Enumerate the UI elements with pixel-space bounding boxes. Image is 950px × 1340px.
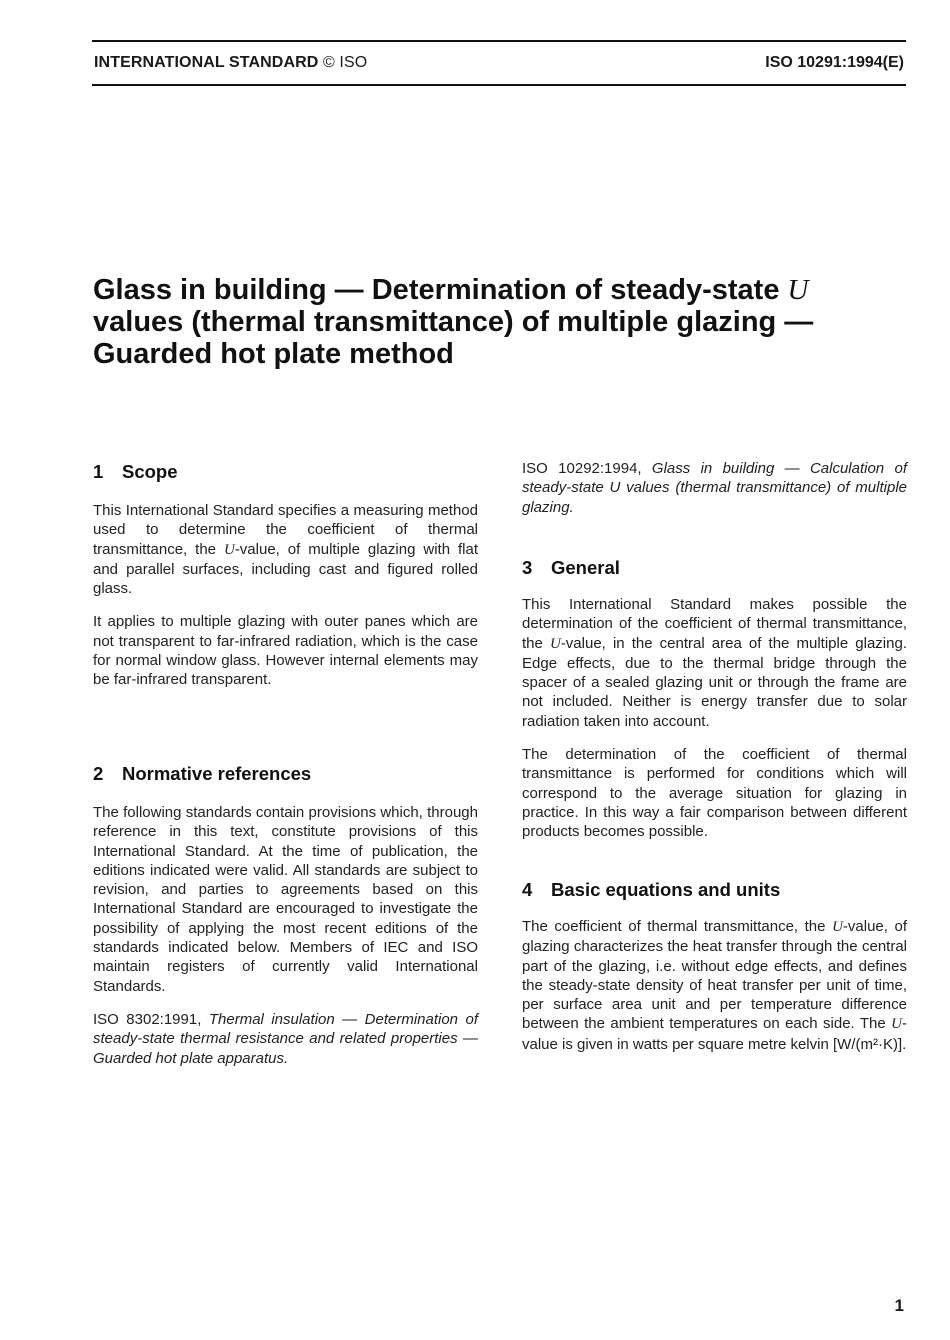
ref-iso10292-code: ISO 10292:1994, (522, 460, 642, 477)
title-variable-u: U (787, 274, 809, 306)
header-top-rule (92, 40, 906, 42)
section-general (522, 557, 907, 842)
normative-heading (93, 763, 478, 785)
normative-reference-iso8302 (93, 1010, 478, 1068)
scope-heading (93, 461, 478, 483)
normative-number: 2 (93, 763, 104, 784)
header-document-id: ISO 10291:1994(E) (765, 54, 904, 71)
equations-number: 4 (522, 879, 533, 900)
scope-p1-text-b: -value, of multiple glazing with flat and parallel surfaces, including cast and figured rolled glass. (93, 540, 478, 598)
document-title (93, 274, 893, 370)
title-line-2: values (thermal transmittance) of multiple glazing — (93, 306, 814, 338)
ref-iso8302-code: ISO 8302:1991, (93, 1010, 202, 1028)
ref-iso10292-title: Glass in building — Calculation of steady-state U values (thermal transmittance) of multiple glazing. (522, 460, 907, 516)
equations-paragraph-1 (522, 917, 907, 1054)
page-number: 1 (894, 1296, 904, 1315)
ref-iso8302-title: Thermal insulation — Determination of steady-state thermal resistance and related properties — Guarded hot plate apparatus. (93, 1010, 478, 1067)
equations-heading (522, 879, 907, 901)
normative-heading-text: Normative references (122, 763, 312, 784)
general-paragraph-1 (522, 595, 907, 731)
scope-p1-text-a: This International Standard specifies a measuring method used to determine the coefficient of thermal transmittance, the (93, 502, 478, 558)
section-basic-equations (522, 879, 907, 1054)
equations-p1-text-a: The coefficient of thermal transmittance, the (522, 918, 826, 935)
title-line-1-text: Glass in building — Determination of steady-state (93, 274, 780, 306)
scope-paragraph-2: It applies to multiple glazing with outer panes which are not transparent to far-infrared radiation, which is the case for normal window glass. However internal elements may be far-infrared transparent. (93, 613, 478, 689)
equations-p1-text-b: -value, of glazing characterizes the heat transfer through the central part of the glazing, i.e. without edge effects, and defines the steady-state density of heat transfer per unit of time, per surface area unit and per temperature difference between the ambient temperatures on each side. The (522, 918, 907, 1033)
header-standard-label: INTERNATIONAL STANDARD (94, 54, 319, 71)
normative-reference-iso10292 (522, 459, 907, 517)
equations-p1-text-c: -value is given in watts per square metre kelvin (522, 1015, 907, 1053)
general-p1-variable: U (549, 635, 561, 652)
title-line-3: Guarded hot plate method (93, 338, 454, 370)
header-standard-type (94, 54, 367, 72)
general-paragraph-2: The determination of the coefficient of thermal transmittance is performed for conditions which will correspond to the average situation for glazing in practice. In this way a fair comparison between different products becomes possible. (522, 746, 907, 841)
normative-paragraph-1: The following standards contain provisions which, through reference in this text, constitute provisions of this International Standard. At the time of publication, the editions indicated were valid. All standards are subject to revision, and parties to agreements based on this International Standard are encouraged to investigate the possibility of applying the most recent editions of the standards indicated below. Members of IEC and ISO maintain registers of currently valid International Standards. (93, 804, 478, 995)
general-p1-text-a: This International Standard makes possible the determination of the coefficient of thermal transmittance, the (522, 596, 907, 652)
general-heading (522, 557, 907, 579)
equations-p1-variable: U (832, 919, 843, 935)
equations-p1-variable-2: U (891, 1016, 902, 1033)
general-p1-text-b: -value, in the central area of the multiple glazing. Edge effects, due to the thermal bridge through the spacer of a sealed glazing unit or through the frame are not included. Neither is energy transfer due to solar radiation taken into account. (522, 634, 907, 730)
general-heading-text: General (551, 557, 620, 578)
equations-heading-text: Basic equations and units (551, 879, 781, 900)
normative-reference-continued (522, 459, 907, 517)
section-normative-references (93, 763, 478, 1068)
scope-p1-variable: U (223, 541, 235, 558)
scope-heading-text: Scope (122, 461, 178, 482)
section-scope (93, 461, 478, 690)
header-bottom-rule (92, 84, 906, 86)
title-line-1 (93, 274, 893, 306)
header-copyright: © ISO (322, 54, 368, 71)
equations-unit: [W/(m²·K)]. (832, 1035, 907, 1053)
scope-paragraph-1 (93, 501, 478, 598)
general-number: 3 (522, 557, 533, 578)
scope-number: 1 (93, 461, 104, 482)
